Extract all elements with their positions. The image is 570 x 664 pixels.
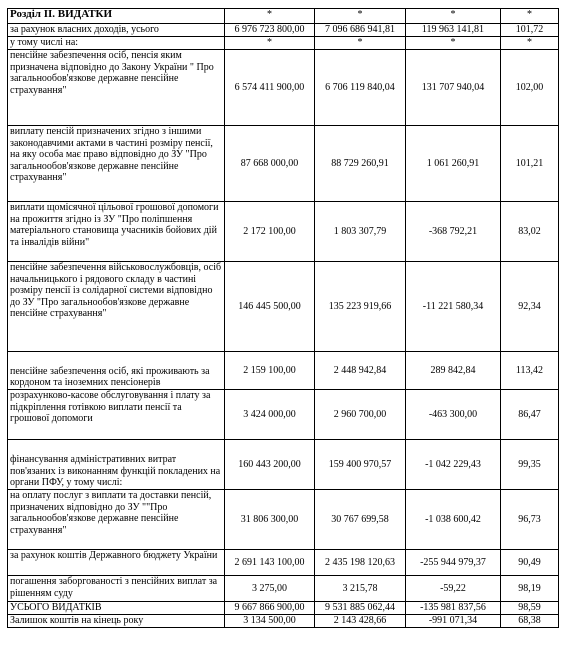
- planned-cell: 160 443 200,00: [225, 440, 315, 490]
- actual-cell: 9 531 885 062,44: [315, 602, 406, 615]
- actual-cell: 30 767 699,58: [315, 490, 406, 550]
- planned-cell: *: [225, 9, 315, 24]
- deviation-cell: 1 061 260,91: [406, 126, 501, 202]
- deviation-cell: -991 071,34: [406, 615, 501, 628]
- actual-cell: 159 400 970,57: [315, 440, 406, 490]
- table-row: [8, 440, 559, 490]
- planned-cell: 2 691 143 100,00: [225, 550, 315, 576]
- percent-cell: *: [501, 9, 559, 24]
- table-row: [8, 390, 559, 440]
- actual-cell: *: [315, 37, 406, 50]
- percent-cell: 92,34: [501, 262, 559, 352]
- deviation-cell: -11 221 580,34: [406, 262, 501, 352]
- row-label: на оплату послуг з виплати та доставки пенсій, призначених відповідно до ЗУ ""Про загальнообов'язкове державне пенсійне страхування": [8, 490, 225, 550]
- total-label: УСЬОГО ВИДАТКІВ: [8, 602, 225, 615]
- actual-cell: 3 215,78: [315, 576, 406, 602]
- planned-cell: 87 668 000,00: [225, 126, 315, 202]
- percent-cell: 99,35: [501, 440, 559, 490]
- planned-cell: 6 976 723 800,00: [225, 24, 315, 37]
- percent-cell: 83,02: [501, 202, 559, 262]
- row-label: розрахунково-касове обслуговування і плату за підкріплення готівкою виплати пенсії та грошової допомоги: [8, 390, 225, 440]
- row-label: за рахунок власних доходів, усього: [8, 24, 225, 37]
- table-row: [8, 126, 559, 202]
- row-label: виплати щомісячної цільової грошової допомоги на прожиття згідно із ЗУ "Про поліпшення матеріального становища учасників бойових дій та інвалідів війни": [8, 202, 225, 262]
- actual-cell: 2 448 942,84: [315, 352, 406, 390]
- row-label: фінансування адміністративних витрат пов'язаних із виконанням функцій покладених на органи ПФУ, у тому числі:: [8, 440, 225, 490]
- table-row: [8, 352, 559, 390]
- actual-cell: 6 706 119 840,04: [315, 50, 406, 126]
- deviation-cell: -59,22: [406, 576, 501, 602]
- actual-cell: *: [315, 9, 406, 24]
- percent-cell: 102,00: [501, 50, 559, 126]
- planned-cell: 6 574 411 900,00: [225, 50, 315, 126]
- table-row: [8, 550, 559, 576]
- actual-cell: 1 803 307,79: [315, 202, 406, 262]
- planned-cell: *: [225, 37, 315, 50]
- percent-cell: 101,72: [501, 24, 559, 37]
- table-row: [8, 615, 559, 628]
- row-label: у тому числі на:: [8, 37, 225, 50]
- deviation-cell: -368 792,21: [406, 202, 501, 262]
- percent-cell: *: [501, 37, 559, 50]
- section-title: Розділ ІІ. ВИДАТКИ: [8, 9, 225, 24]
- percent-cell: 90,49: [501, 550, 559, 576]
- row-label: пенсійне забезпечення осіб, пенсія яким призначена відповідно до Закону України " Про загальнообов'язкове державне пенсійне страхування": [8, 50, 225, 126]
- planned-cell: 2 172 100,00: [225, 202, 315, 262]
- planned-cell: 3 134 500,00: [225, 615, 315, 628]
- actual-cell: 2 143 428,66: [315, 615, 406, 628]
- table-row: [8, 490, 559, 550]
- planned-cell: 3 424 000,00: [225, 390, 315, 440]
- table-row-total: [8, 602, 559, 615]
- planned-cell: 31 806 300,00: [225, 490, 315, 550]
- percent-cell: 96,73: [501, 490, 559, 550]
- actual-cell: 88 729 260,91: [315, 126, 406, 202]
- deviation-cell: -255 944 979,37: [406, 550, 501, 576]
- document-page: [7, 8, 558, 628]
- deviation-cell: 119 963 141,81: [406, 24, 501, 37]
- percent-cell: 101,21: [501, 126, 559, 202]
- deviation-cell: *: [406, 9, 501, 24]
- deviation-cell: -135 981 837,56: [406, 602, 501, 615]
- row-label: виплату пенсій призначених згідно з іншими законодавчими актами в частині розміру пенсії, на яку особа має право відповідно до ЗУ "Про загальнообов'язкове державне пенсійне страхування": [8, 126, 225, 202]
- planned-cell: 3 275,00: [225, 576, 315, 602]
- table-row: [8, 262, 559, 352]
- actual-cell: 2 435 198 120,63: [315, 550, 406, 576]
- planned-cell: 146 445 500,00: [225, 262, 315, 352]
- table-row: [8, 24, 559, 37]
- row-label: пенсійне забезпечення осіб, які проживають за кордоном та іноземних пенсіонерів: [8, 352, 225, 390]
- row-label: за рахунок коштів Державного бюджету України: [8, 550, 225, 576]
- percent-cell: 98,19: [501, 576, 559, 602]
- deviation-cell: -463 300,00: [406, 390, 501, 440]
- table-row: [8, 37, 559, 50]
- table-row: [8, 576, 559, 602]
- table-row: [8, 202, 559, 262]
- planned-cell: 9 667 866 900,00: [225, 602, 315, 615]
- actual-cell: 7 096 686 941,81: [315, 24, 406, 37]
- deviation-cell: 131 707 940,04: [406, 50, 501, 126]
- table-row: [8, 50, 559, 126]
- percent-cell: 113,42: [501, 352, 559, 390]
- deviation-cell: 289 842,84: [406, 352, 501, 390]
- deviation-cell: -1 042 229,43: [406, 440, 501, 490]
- deviation-cell: *: [406, 37, 501, 50]
- actual-cell: 135 223 919,66: [315, 262, 406, 352]
- percent-cell: 98,59: [501, 602, 559, 615]
- planned-cell: 2 159 100,00: [225, 352, 315, 390]
- row-label: пенсійне забезпечення військовослужбовців, осіб начальницького і рядового складу в частині розміру пенсії із солідарної системи відповідно до ЗУ "Про загальнообов'язкове державне пенсійне страхування": [8, 262, 225, 352]
- actual-cell: 2 960 700,00: [315, 390, 406, 440]
- deviation-cell: -1 038 600,42: [406, 490, 501, 550]
- row-label: погашення заборгованості з пенсійних виплат за рішенням суду: [8, 576, 225, 602]
- row-label: Залишок коштів на кінець року: [8, 615, 225, 628]
- expenditure-table: [7, 8, 559, 628]
- table-row: [8, 9, 559, 24]
- percent-cell: 68,38: [501, 615, 559, 628]
- percent-cell: 86,47: [501, 390, 559, 440]
